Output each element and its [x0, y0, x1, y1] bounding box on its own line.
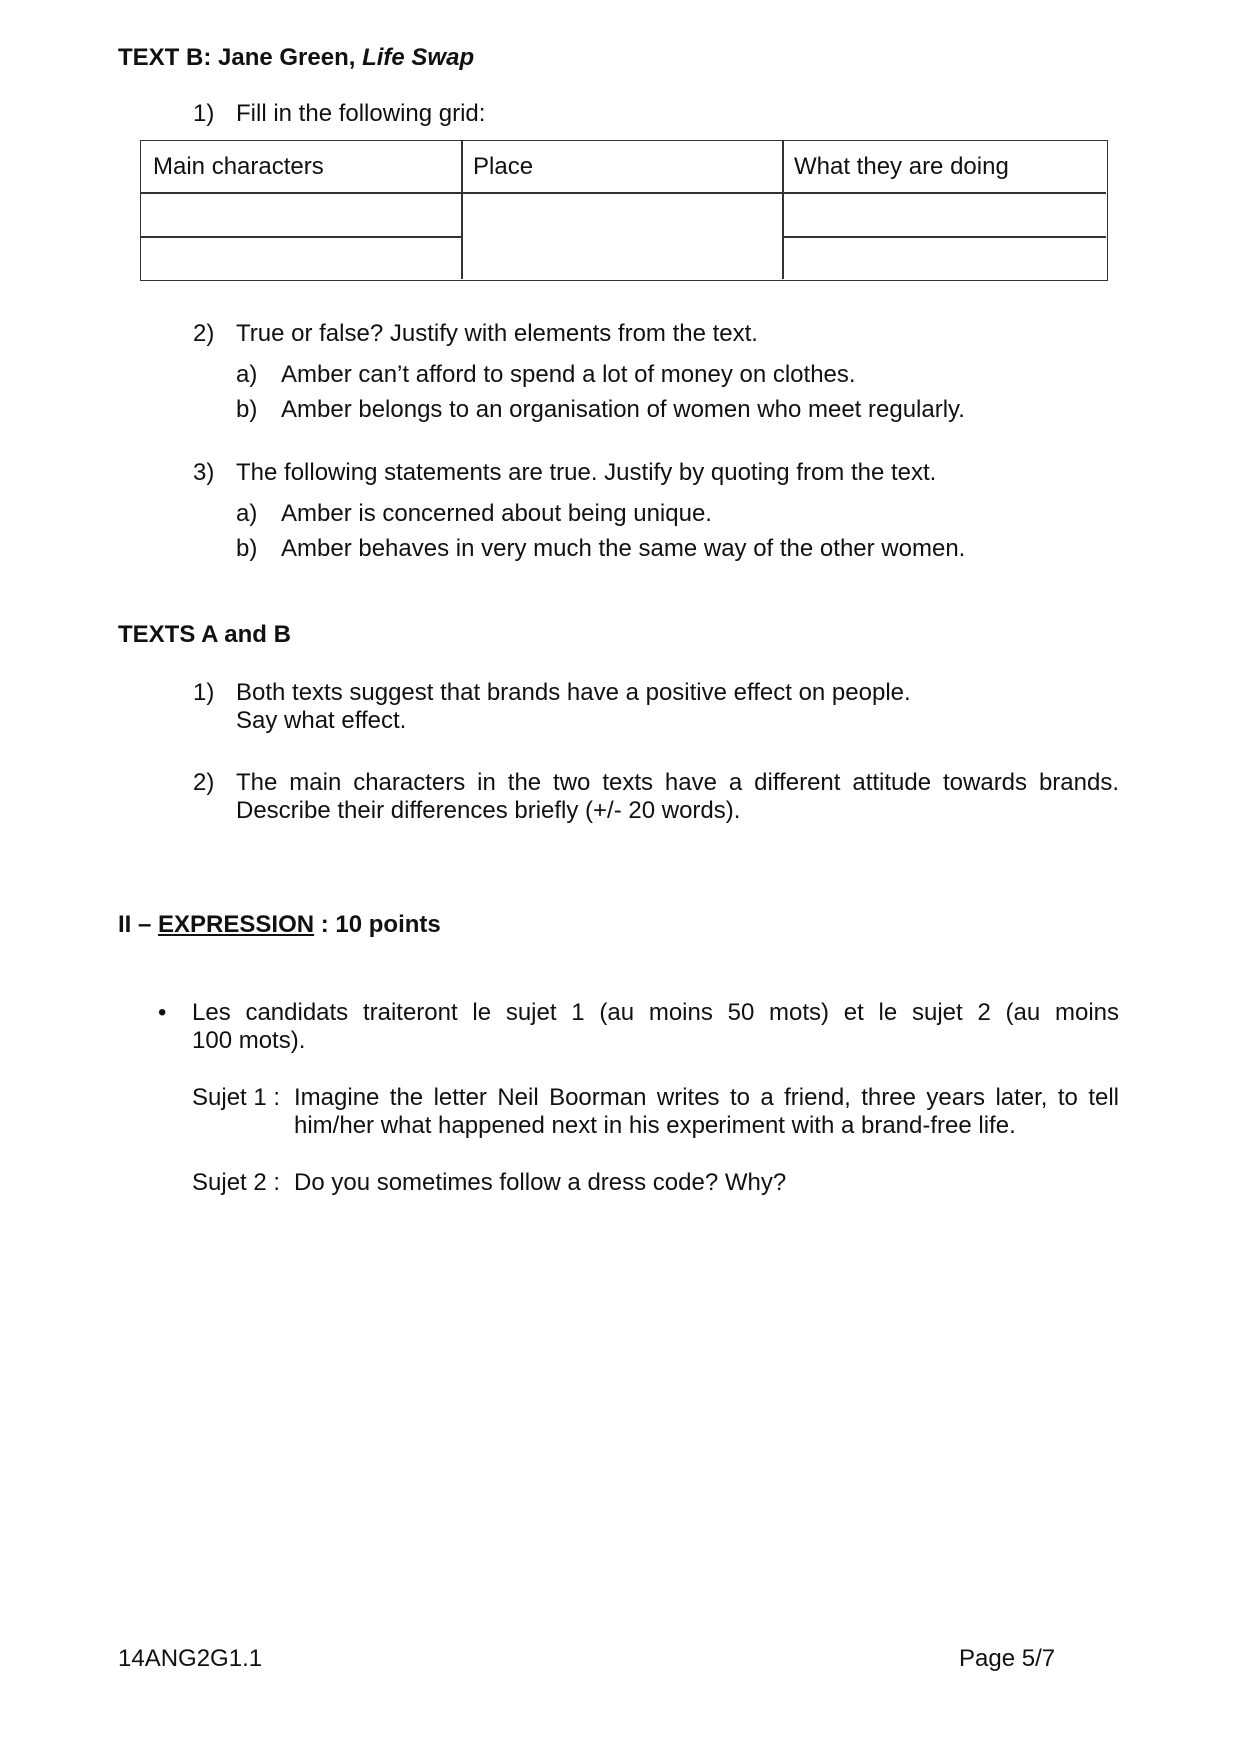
sujet-1-label: Sujet 1 :	[192, 1084, 281, 1111]
footer-page-number: Page 5/7	[959, 1645, 1056, 1672]
instruction-text-continued: 100 mots).	[192, 1027, 306, 1054]
sub-item-text: Amber can’t afford to spend a lot of money on clothes.	[281, 361, 856, 388]
section-heading-text-b	[118, 44, 474, 72]
sub-item-text: Amber behaves in very much the same way of the other women.	[281, 535, 966, 562]
heading-suffix: : 10 points	[314, 911, 441, 938]
question-number: 2)	[193, 769, 215, 796]
heading-prefix: II –	[118, 911, 159, 938]
grid-header-main-characters: Main characters	[153, 153, 324, 180]
sujet-1-text-continued: him/her what happened next in his experiment with a brand-free life.	[294, 1112, 1016, 1139]
question-text: The following statements are true. Justify by quoting from the text.	[236, 459, 937, 486]
grid-header-activity: What they are doing	[794, 153, 1009, 180]
sub-item-label: a)	[236, 500, 258, 527]
sub-item-label: a)	[236, 361, 258, 388]
sub-item-text: Amber belongs to an organisation of women who meet regularly.	[281, 396, 965, 423]
question-text-continued: Describe their differences briefly (+/- 20 words).	[236, 797, 741, 824]
question-number: 1)	[193, 100, 215, 127]
sub-item-label: b)	[236, 396, 258, 423]
footer-code: 14ANG2G1.1	[118, 1645, 263, 1672]
section-heading-texts-ab: TEXTS A and B	[118, 621, 291, 648]
question-number: 1)	[193, 679, 215, 706]
question-text-continued: Say what effect.	[236, 707, 407, 734]
question-number: 2)	[193, 320, 215, 347]
grid-header-place: Place	[473, 153, 534, 180]
heading-title: EXPRESSION	[158, 911, 315, 938]
bullet: •	[158, 999, 167, 1026]
question-text: Both texts suggest that brands have a positive effect on people.	[236, 679, 911, 706]
instruction-text: Les candidats traiteront le sujet 1 (au moins 50 mots) et le sujet 2 (au moins	[192, 999, 1119, 1026]
question-text: True or false? Justify with elements from the text.	[236, 320, 758, 347]
sub-item-label: b)	[236, 535, 258, 562]
heading-title-italic: Life Swap	[362, 44, 475, 71]
sub-item-text: Amber is concerned about being unique.	[281, 500, 712, 527]
answer-grid	[140, 140, 1108, 281]
sujet-2-label: Sujet 2 :	[192, 1169, 281, 1196]
question-text: Fill in the following grid:	[236, 100, 486, 127]
section-heading-expression	[118, 911, 441, 939]
heading-text: TEXT B: Jane Green,	[118, 44, 363, 71]
question-number: 3)	[193, 459, 215, 486]
question-text: The main characters in the two texts have a different attitude towards brands.	[236, 769, 1119, 796]
sujet-1-text: Imagine the letter Neil Boorman writes to a friend, three years later, to tell	[294, 1084, 1119, 1111]
sujet-2-text: Do you sometimes follow a dress code? Why?	[294, 1169, 787, 1196]
